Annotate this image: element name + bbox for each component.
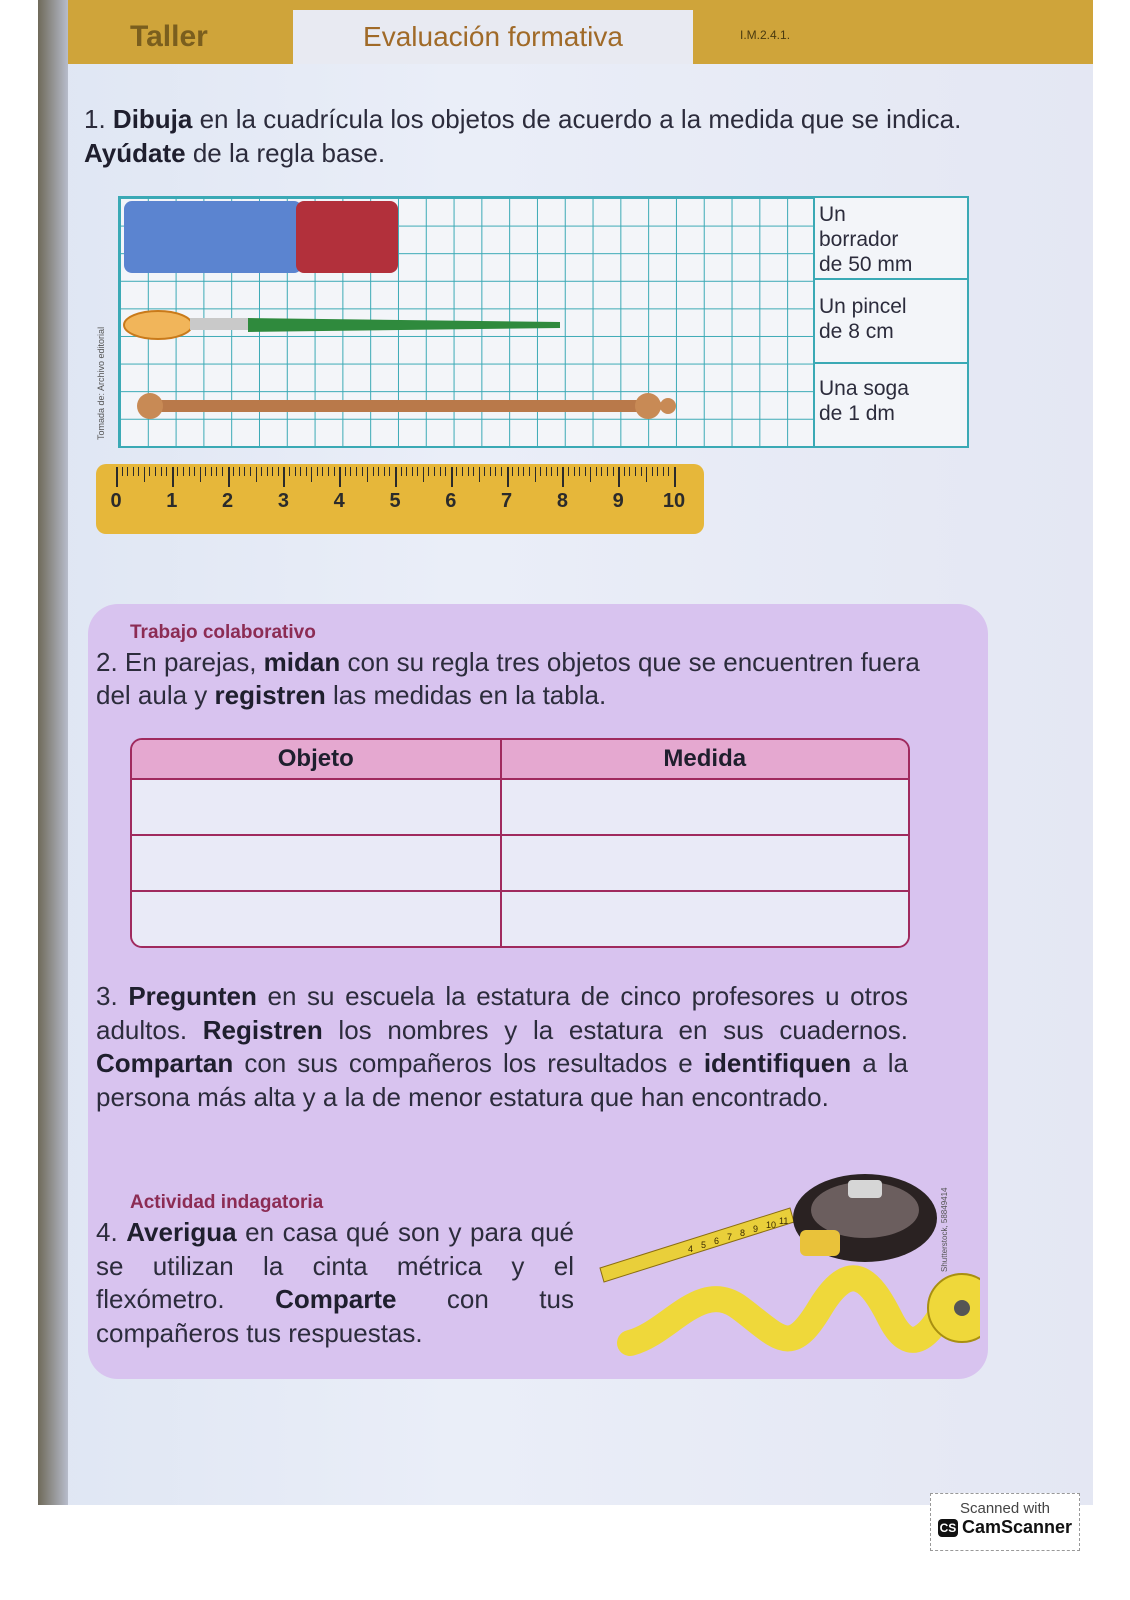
- ruler-tick: [300, 467, 301, 476]
- ruler-tick: [540, 467, 541, 476]
- ruler-tick: [216, 467, 217, 476]
- ruler-tick: [395, 467, 397, 487]
- label-divider: [815, 278, 967, 280]
- question-3: [96, 980, 908, 1114]
- rope-icon: [137, 393, 676, 419]
- cell-medida-3[interactable]: [500, 890, 908, 946]
- ruler-tick: [250, 467, 251, 476]
- q2-text-1: En parejas,: [124, 647, 264, 677]
- ruler-tick: [434, 467, 435, 476]
- ruler-tick: [166, 467, 167, 476]
- label-eraser-line1: Un: [819, 203, 846, 226]
- question-2: [96, 646, 936, 712]
- measurement-table: [130, 738, 910, 948]
- tape-number: 7: [727, 1232, 733, 1242]
- ruler-tick: [663, 467, 664, 476]
- table-row: [132, 834, 908, 890]
- ruler-tick: [440, 467, 441, 476]
- badge-line2: [931, 1517, 1079, 1538]
- q3-text-2: los nombres y la estatura en sus cuadernos.: [322, 1014, 908, 1045]
- q3-bold-2: Registren: [202, 1014, 323, 1045]
- q4-number: 4.: [96, 1217, 118, 1247]
- ruler-tick: [194, 467, 195, 476]
- ruler-tick: [456, 467, 457, 476]
- ruler-number: 1: [166, 490, 178, 512]
- ruler-tick: [562, 467, 564, 487]
- ruler-tick: [283, 467, 285, 487]
- ruler-tick: [322, 467, 323, 476]
- badge-brand: CamScanner: [961, 1517, 1073, 1537]
- ruler-tick: [306, 467, 307, 476]
- ruler-number: 7: [501, 490, 513, 512]
- ruler-tick: [401, 467, 402, 476]
- ruler-tick: [244, 467, 245, 476]
- ruler-tick: [239, 467, 240, 476]
- ruler-tick: [557, 467, 558, 476]
- ruler-tick: [674, 467, 676, 487]
- ruler-tick: [445, 467, 446, 476]
- ruler-tick: [138, 467, 139, 476]
- ruler-tick: [289, 467, 290, 476]
- cell-objeto-3[interactable]: [132, 890, 500, 946]
- q1-bold-1: Dibuja: [112, 104, 193, 134]
- table-row: [132, 890, 908, 946]
- ruler-tick: [228, 467, 230, 487]
- measuring-tape-icon: [630, 1274, 980, 1343]
- base-ruler: [96, 464, 704, 534]
- ruler-tick: [356, 467, 357, 476]
- q3-bold-1: Pregunten: [128, 981, 257, 1011]
- ruler-tick: [629, 467, 630, 476]
- ruler-tick: [177, 467, 178, 476]
- camscanner-logo-icon: CS: [939, 1520, 957, 1535]
- photo-credit: Shutterstock, 58849414: [940, 1187, 949, 1272]
- ruler-tick: [272, 467, 273, 476]
- ruler-tick: [601, 467, 602, 476]
- ruler-tick: [278, 467, 279, 476]
- q2-text-3: las medidas en la tabla.: [325, 680, 607, 710]
- ruler-tick: [350, 467, 351, 476]
- tape-number: 9: [753, 1224, 759, 1234]
- section-actividad-indagatoria: Actividad indagatoria: [130, 1192, 324, 1213]
- q2-bold-2: registren: [214, 680, 326, 710]
- col-medida: Medida: [500, 740, 908, 780]
- ruler-tick: [535, 467, 536, 482]
- q2-bold-1: midan: [263, 647, 341, 677]
- tape-number: 8: [740, 1228, 746, 1238]
- question-4: [96, 1216, 574, 1350]
- ruler-tick: [317, 467, 318, 476]
- grid-objects: [120, 198, 815, 446]
- tape-measure-illustration: [590, 1158, 980, 1358]
- q2-text-2: con su regla tres objetos que se encuentren fuera del aula y: [96, 647, 920, 710]
- label-eraser-line2: borrador: [819, 228, 899, 251]
- q3-text-3: con sus compañeros los resultados e: [233, 1048, 704, 1078]
- cell-objeto-1[interactable]: [132, 780, 500, 834]
- badge-line1: Scanned with: [959, 1500, 1051, 1517]
- ruler-tick: [362, 467, 363, 476]
- cell-objeto-2[interactable]: [132, 834, 500, 890]
- ruler-tick: [261, 467, 262, 476]
- tape-number: 5: [701, 1240, 707, 1250]
- label-brush-line2: de 8 cm: [819, 320, 894, 343]
- ruler-tick: [155, 467, 156, 476]
- ruler-tick: [579, 467, 580, 476]
- label-eraser-line3: de 50 mm: [819, 253, 913, 276]
- q4-text-2: con tus compañeros tus respuestas.: [96, 1284, 574, 1348]
- ruler-tick: [311, 467, 312, 482]
- table-header-row: [132, 740, 908, 780]
- ruler-tick: [668, 467, 669, 476]
- header-eval-label: Evaluación formativa: [363, 21, 623, 52]
- q3-text-1: en su escuela la estatura de cinco profesores u otros adultos.: [96, 981, 908, 1045]
- q3-bold-3: Compartan: [96, 1048, 234, 1078]
- label-divider: [815, 362, 967, 364]
- ruler-tick: [484, 467, 485, 476]
- ruler-number: 10: [662, 490, 686, 512]
- label-brush-line1: Un pincel: [819, 295, 907, 318]
- ruler-tick: [149, 467, 150, 476]
- ruler-tick: [378, 467, 379, 476]
- section-trabajo-colaborativo: Trabajo colaborativo: [130, 622, 316, 643]
- ruler-tick: [267, 467, 268, 476]
- side-credit: Tomada de: Archivo editorial: [96, 326, 106, 440]
- ruler-tick: [189, 467, 190, 476]
- workbook-page: [38, 0, 1093, 1505]
- ruler-tick: [428, 467, 429, 476]
- ruler-tick: [183, 467, 184, 476]
- ruler-tick: [613, 467, 614, 476]
- q2-number: 2.: [96, 647, 118, 677]
- label-brush: [819, 294, 907, 344]
- ruler-tick: [328, 467, 329, 476]
- ruler-tick: [507, 467, 509, 487]
- ruler-tick: [412, 467, 413, 476]
- ruler-tick: [479, 467, 480, 482]
- ruler-tick: [172, 467, 174, 487]
- header-taller: Taller: [130, 20, 208, 53]
- ruler-tick: [607, 467, 608, 476]
- q1-number: 1.: [84, 104, 106, 134]
- ruler-tick: [495, 467, 496, 476]
- ruler-tick: [233, 467, 234, 476]
- ruler-number: 5: [389, 490, 401, 512]
- ruler-number: 2: [222, 490, 234, 512]
- paintbrush-icon: [124, 311, 560, 339]
- q4-text-1: en casa qué son y para qué se utilizan la cinta métrica y el flexómetro.: [96, 1217, 574, 1314]
- ruler-tick: [490, 467, 491, 476]
- ruler-number: 3: [277, 490, 289, 512]
- page-binding-edge: [38, 0, 68, 1505]
- camscanner-badge: [930, 1493, 1080, 1551]
- ruler-tick: [652, 467, 653, 476]
- q3-text-4: a la persona más alta y a la de menor estatura que han encontrado.: [96, 1048, 908, 1112]
- drawing-grid[interactable]: [118, 196, 817, 448]
- table-row: [132, 780, 908, 834]
- ruler-number: 0: [110, 490, 122, 512]
- ruler-tick: [122, 467, 123, 476]
- ruler-number: 6: [445, 490, 457, 512]
- ruler-tick: [339, 467, 341, 487]
- q3-number: 3.: [96, 981, 118, 1011]
- q1-text-1: en la cuadrícula los objetos de acuerdo a la medida que se indica.: [192, 104, 962, 134]
- ruler-tick: [468, 467, 469, 476]
- ruler-tick: [367, 467, 368, 482]
- cell-medida-1[interactable]: [500, 780, 908, 834]
- tape-number: 10: [766, 1220, 777, 1230]
- q4-bold-1: Averigua: [126, 1217, 237, 1247]
- ruler-tick: [423, 467, 424, 482]
- ruler-tick: [462, 467, 463, 476]
- ruler-number: 4: [333, 490, 345, 512]
- ruler-tick: [590, 467, 591, 482]
- header-code: I.M.2.4.1.: [740, 28, 791, 42]
- ruler-tick: [518, 467, 519, 476]
- ruler-tick: [574, 467, 575, 476]
- ruler-tick: [345, 467, 346, 476]
- tape-number: 4: [688, 1244, 694, 1254]
- q3-bold-4: identifiquen: [703, 1048, 852, 1078]
- label-rope-line2: de 1 dm: [819, 402, 895, 425]
- ruler-tick: [512, 467, 513, 476]
- ruler-tick: [417, 467, 418, 476]
- ruler-tick: [635, 467, 636, 476]
- ruler-tick: [161, 467, 162, 476]
- flexometer-icon: [600, 1174, 937, 1282]
- tape-number: 11: [779, 1216, 789, 1226]
- ruler-tick: [624, 467, 625, 476]
- eraser-icon: [124, 201, 398, 273]
- ruler-tick: [501, 467, 502, 476]
- ruler-tick: [523, 467, 524, 476]
- ruler-tick: [568, 467, 569, 476]
- q1-bold-2: Ayúdate: [84, 138, 186, 168]
- ruler-tick: [222, 467, 223, 476]
- label-rope: [819, 376, 909, 426]
- header-eval-tab: [293, 10, 693, 64]
- question-1: [84, 102, 964, 170]
- ruler-tick: [546, 467, 547, 476]
- q4-bold-2: Comparte: [275, 1284, 397, 1314]
- ruler-tick: [116, 467, 118, 487]
- ruler-tick: [657, 467, 658, 476]
- ruler-tick: [618, 467, 620, 487]
- ruler-tick: [256, 467, 257, 482]
- ruler-tick: [211, 467, 212, 476]
- ruler-tick: [646, 467, 647, 482]
- ruler-tick: [641, 467, 642, 476]
- label-eraser: [819, 202, 912, 277]
- ruler-tick: [551, 467, 552, 476]
- tape-number: 6: [714, 1236, 720, 1246]
- ruler-tick: [133, 467, 134, 476]
- ruler-tick: [144, 467, 145, 482]
- ruler-tick: [384, 467, 385, 476]
- ruler-tick: [529, 467, 530, 476]
- ruler-tick: [451, 467, 453, 487]
- ruler-tick: [473, 467, 474, 476]
- ruler-tick: [200, 467, 201, 482]
- ruler-tick: [295, 467, 296, 476]
- ruler-tick: [127, 467, 128, 476]
- cell-medida-2[interactable]: [500, 834, 908, 890]
- ruler-number: 8: [556, 490, 568, 512]
- ruler-tick: [205, 467, 206, 476]
- ruler-tick: [406, 467, 407, 476]
- label-rope-line1: Una soga: [819, 377, 909, 400]
- col-objeto: Objeto: [132, 740, 500, 780]
- ruler-tick: [389, 467, 390, 476]
- ruler-tick: [585, 467, 586, 476]
- grid-labels-column: [813, 196, 969, 448]
- ruler-tick: [334, 467, 335, 476]
- ruler-tick: [373, 467, 374, 476]
- ruler-number: 9: [612, 490, 624, 512]
- ruler-tick: [596, 467, 597, 476]
- q1-text-2: de la regla base.: [185, 138, 386, 168]
